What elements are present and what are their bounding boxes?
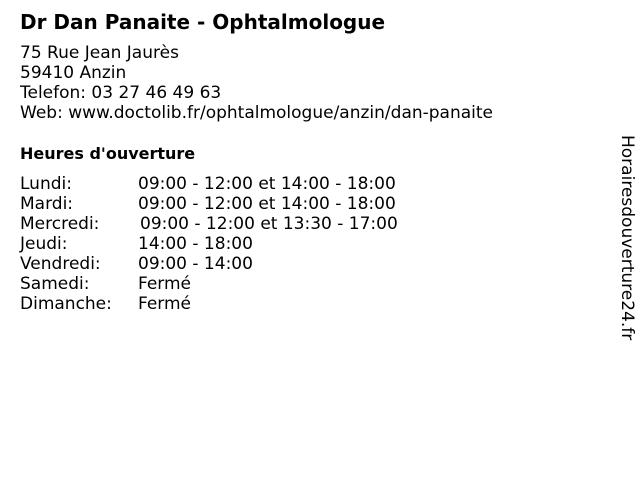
- site-watermark: [609, 135, 639, 345]
- website-link[interactable]: Web: www.doctolib.fr/ophtalmologue/anzin/dan-panaite: [20, 103, 494, 123]
- hours-value: Fermé: [138, 294, 192, 314]
- hours-value: 09:00 - 14:00: [138, 254, 253, 274]
- hours-value: 09:00 - 12:00 et 14:00 - 18:00: [138, 174, 396, 194]
- hours-value: 09:00 - 12:00 et 13:30 - 17:00: [140, 214, 398, 234]
- day-label: Mercredi:: [20, 214, 100, 234]
- day-label: Vendredi:: [20, 254, 101, 274]
- opening-hours-heading: Heures d'ouverture: [20, 144, 196, 163]
- phone-number: Telefon: 03 27 46 49 63: [20, 83, 222, 103]
- day-label: Dimanche:: [20, 294, 112, 314]
- page-title: Dr Dan Panaite - Ophtalmologue: [20, 10, 386, 34]
- hours-value: 09:00 - 12:00 et 14:00 - 18:00: [138, 194, 396, 214]
- address-block: [20, 43, 493, 123]
- hours-value: Fermé: [138, 274, 192, 294]
- day-label: Mardi:: [20, 194, 74, 214]
- hours-value: 14:00 - 18:00: [138, 234, 253, 254]
- watermark-text: Horairesdouverture24.fr: [617, 135, 637, 341]
- city-postcode: 59410 Anzin: [20, 63, 127, 83]
- day-label: Lundi:: [20, 174, 72, 194]
- day-label: Jeudi:: [20, 234, 68, 254]
- street-address: 75 Rue Jean Jaurès: [20, 43, 179, 63]
- day-label: Samedi:: [20, 274, 90, 294]
